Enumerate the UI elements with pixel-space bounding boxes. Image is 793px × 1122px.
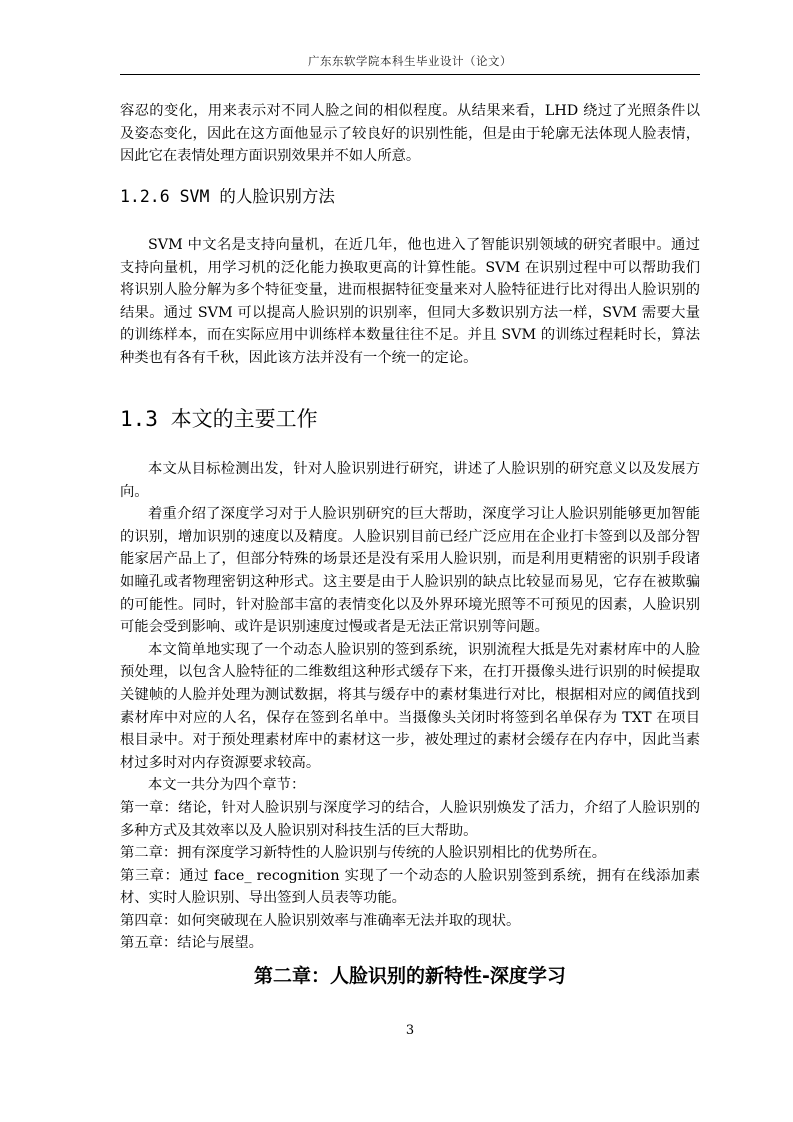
chapter-summary-item: 第二章：拥有深度学习新特性的人脸识别与传统的人脸识别相比的优势所在。 (120, 845, 607, 862)
chapter-summary-item: 第四章：如何突破现在人脸识别效率与准确率无法并取的现状。 (120, 912, 521, 929)
main-work-paragraph: 本文简单地实现了一个动态人脸识别的签到系统，识别流程大抵是先对素材库中的人脸预处理，以包含人脸特征的二维数组这种形式缓存下来，在打开摄像头进行识别的时候提取关键帧的人脸并处理为测试数据，将其与缓存中的素材集进行对比，根据相对应的阈值找到素材库中对应的人名，保存在签到名单中。当摄像头关闭时将签到名单保存为 TXT 在项目根目录中。对于预处理素材库中的素材这一步，被处理过的素材会缓存在内存中，因此当素材过多时对内存资源要求较高。 (120, 641, 700, 771)
chapter-summary-item: 第三章：通过 face_ recognition 实现了一个动态的人脸识别签到系统，拥有在线添加素材、实时人脸识别、导出签到人员表等功能。 (120, 867, 700, 907)
header-rule (120, 74, 700, 75)
section-heading-1-2-6: 1.2.6 SVM 的人脸识别方法 (120, 187, 335, 206)
chapter-summary-item: 第一章：绪论，针对人脸识别与深度学习的结合，人脸识别焕发了活力，介绍了人脸识别的多种方式及其效率以及人脸识别对科技生活的巨大帮助。 (120, 799, 700, 839)
intro-paragraph-block (120, 100, 700, 168)
section-heading-1-3: 1.3 本文的主要工作 (120, 407, 318, 431)
svm-paragraph-block (120, 234, 700, 370)
chapter-summary-item: 第五章：结论与展望。 (120, 935, 263, 952)
main-work-paragraph: 本文从目标检测出发，针对人脸识别进行研究，讲述了人脸识别的研究意义以及发展方向。 (120, 461, 700, 500)
main-work-paragraph: 着重介绍了深度学习对于人脸识别研究的巨大帮助，深度学习让人脸识别能够更加智能的识别，增加识别的速度以及精度。人脸识别目前已经广泛应用在企业打卡签到以及部分智能家居产品上了，但部分特殊的场景还是没有采用人脸识别，而是利用更精密的识别手段诸如瞳孔或者物理密钥这种形式。这主要是由于人脸识别的缺点比较显而易见，它存在被欺骗的可能性。同时，针对脸部丰富的表情变化以及外界环境光照等不可预见的因素，人脸识别可能会受到影响、或许是识别速度过慢或者是无法正常识别等问题。 (120, 506, 700, 636)
svm-paragraph: SVM 中文名是支持向量机，在近几年，他也进入了智能识别领域的研究者眼中。通过支持向量机，用学习机的泛化能力换取更高的计算性能。SVM 在识别过程中可以帮助我们将识别人脸分解为多个特征变量，进而根据特征变量来对人脸特征进行比对得出人脸识别的结果。通过 SVM 可以提高人脸识别的识别率，但同大多数识别方法一样，SVM 需要大量的训练样本，而在实际应用中训练样本数量往往不足。并且 SVM 的训练过程耗时长，算法种类也有各有千秋，因此该方法并没有一个统一的定论。 (120, 237, 700, 366)
page-number: 3 (405, 1023, 415, 1038)
chapter-two-title: 第二章：人脸识别的新特性-深度学习 (254, 965, 566, 987)
running-header: 广东东软学院本科生毕业设计（论文） (308, 54, 512, 68)
main-work-paragraph: 本文一共分为四个章节： (148, 777, 306, 794)
main-work-block (120, 458, 700, 955)
intro-paragraph: 容忍的变化，用来表示对不同人脸之间的相似程度。从结果来看，LHD 绕过了光照条件以及姿态变化，因此在这方面他显示了较良好的识别性能，但是由于轮廓无法体现人脸表情，因此它在表情处理方面识别效果并不如人所意。 (120, 103, 700, 165)
